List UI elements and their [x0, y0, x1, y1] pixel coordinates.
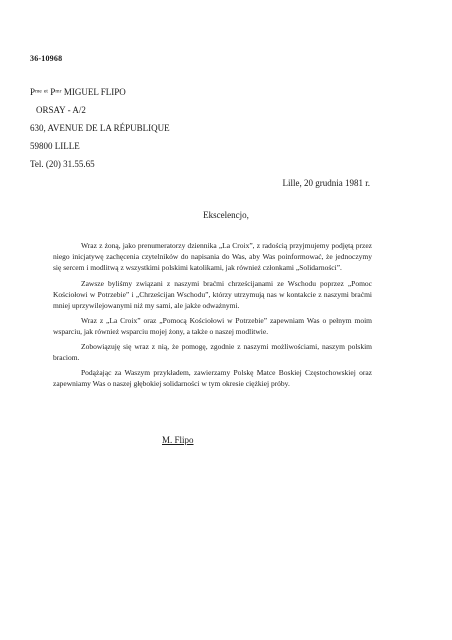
- letter-date: Lille, 20 grudnia 1981 r.: [282, 178, 370, 188]
- sender-street: 630, AVENUE DE LA RÉPUBLIQUE: [30, 123, 170, 133]
- sender-name: Pᵐᵉ ᵉᵗ Pᵐʳ MIGUEL FLIPO: [30, 87, 126, 97]
- body-paragraph: Wraz z „La Croix” oraz „Pomocą Kościołowi w Potrzebie” zapewniam Was o pełnym moim wsparciu, jak również wsparciu mojej żony, a także o naszej modlitwie.: [53, 316, 372, 336]
- letter-body: [53, 240, 372, 393]
- sender-phone: Tel. (20) 31.55.65: [30, 159, 95, 169]
- body-paragraph: Podążając za Waszym przykładem, zawierzamy Polskę Matce Boskiej Częstochowskiej oraz zapewniamy Was o naszej głębokiej solidarności w tym okresie ciężkiej próby.: [53, 368, 372, 388]
- document-reference: 36-10968: [30, 54, 63, 63]
- body-paragraph: Zawsze byliśmy związani z naszymi braćmi chrześcijanami ze Wschodu poprzez „Pomoc Kościołowi w Potrzebie” i „Chrześcijan Wschodu”, którzy utrzymują nas w kontakcie z naszymi braćmi mniej uprzywilejowanymi niż my sami, ale jakże odważnymi.: [53, 279, 372, 310]
- sender-postal-city: 59800 LILLE: [30, 141, 80, 151]
- sender-organization: ORSAY - A/2: [36, 105, 86, 115]
- salutation: Ekscelencjo,: [203, 210, 249, 220]
- body-paragraph: Zobowiązuję się wraz z nią, że pomogę, zgodnie z naszymi możliwościami, naszym polskim braciom.: [53, 342, 372, 362]
- body-paragraph: Wraz z żoną, jako prenumeratorzy dziennika „La Croix”, z radością przyjmujemy podjętą przez niego inicjatywę zachęcenia czytelników do napisania do Was, aby Was poinformować, że jednoczymy się sercem i modlitwą z wszystkimi polskimi katolikami, jak również członkami „Solidarności”.: [53, 241, 372, 272]
- signature: M. Flipo: [162, 435, 194, 445]
